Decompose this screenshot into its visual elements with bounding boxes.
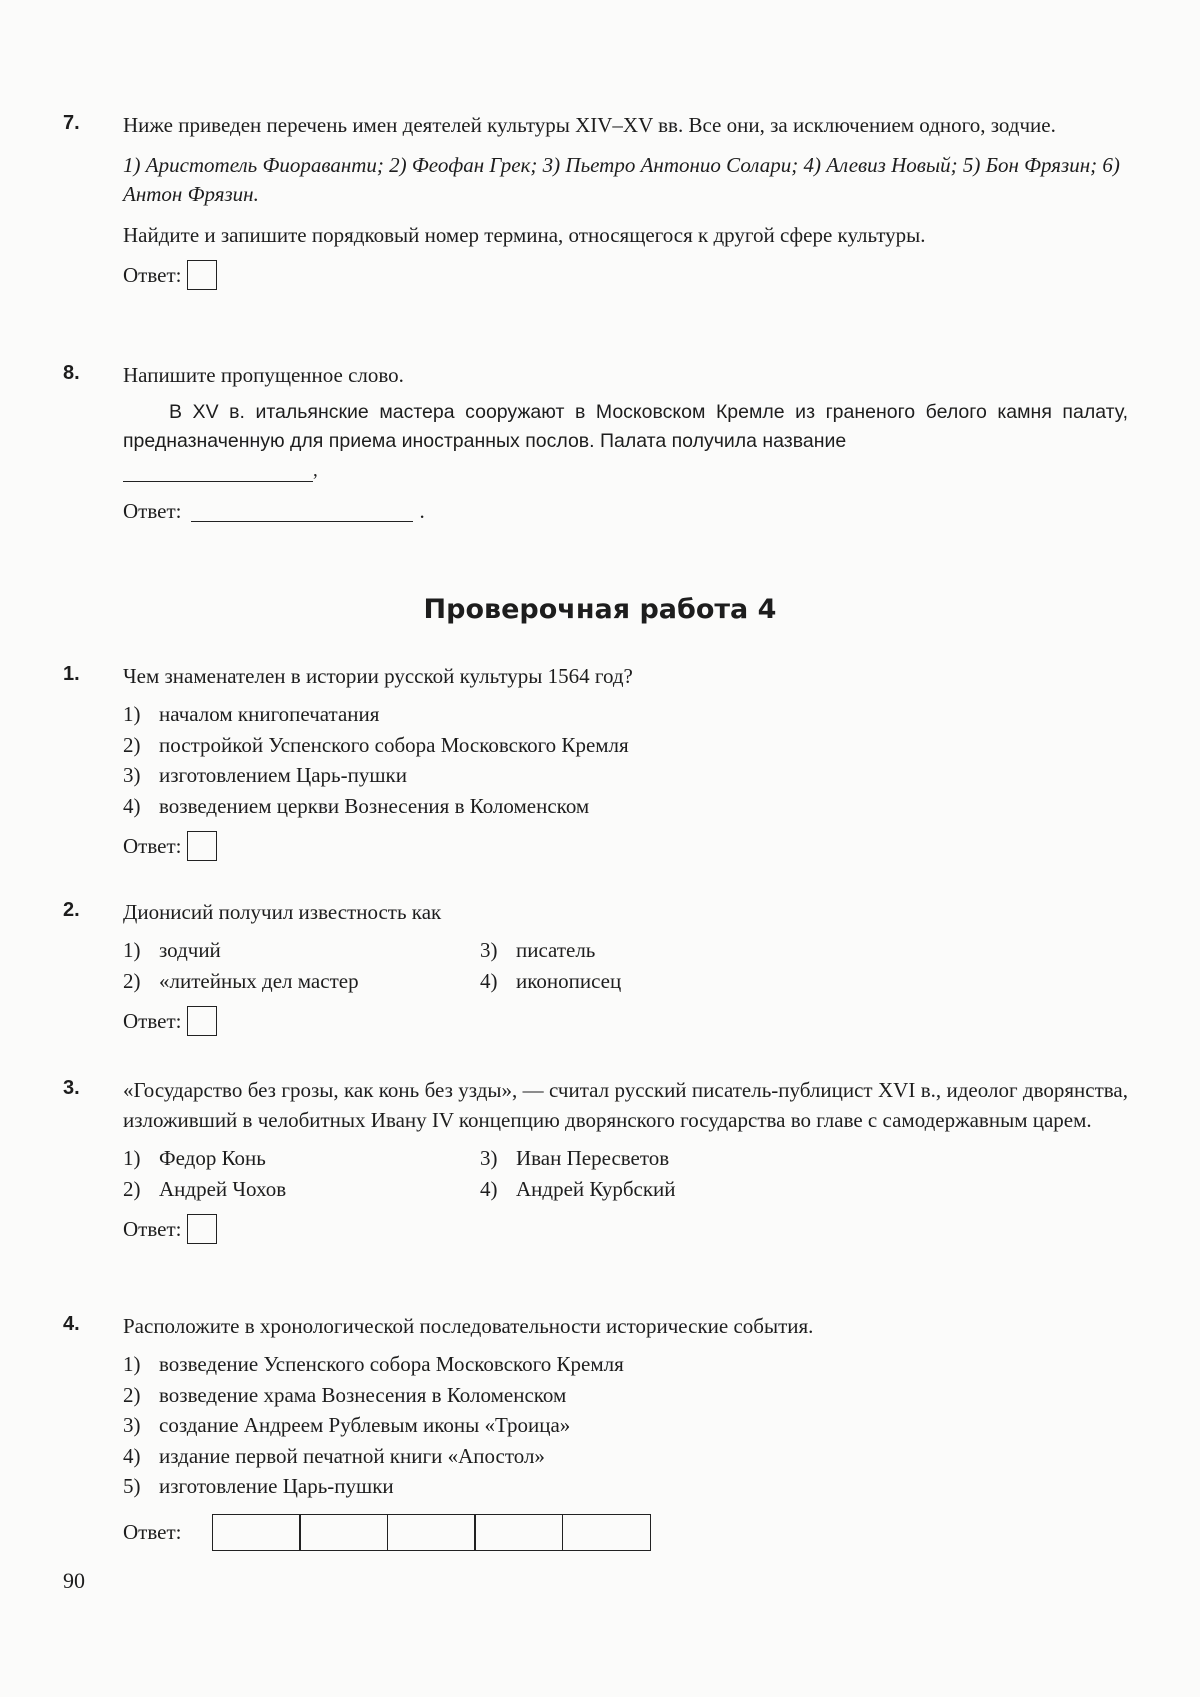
option: 3) изготовлением Царь-пушки <box>123 763 407 787</box>
option: 2) Андрей Чохов <box>123 1176 287 1201</box>
option: 2) постройкой Успенского собора Московского Кремля <box>123 732 629 757</box>
answer-row: Ответ: . <box>123 496 1128 526</box>
option: 2) возведение храма Вознесения в Коломенском <box>123 1382 567 1407</box>
option: 3) Иван Пересветов <box>480 1146 670 1170</box>
answer-line[interactable] <box>191 501 413 522</box>
option: 3) создание Андреем Рублевым иконы «Троица» <box>123 1413 571 1437</box>
answer-box[interactable] <box>187 831 217 861</box>
options-list <box>123 935 1128 996</box>
option: 5) изготовление Царь-пушки <box>123 1474 394 1498</box>
task-number: 1. <box>63 663 80 685</box>
task-question: Дионисий получил известность как <box>123 900 442 924</box>
option: 1) началом книгопечатания <box>123 702 380 726</box>
answer-row <box>123 831 1128 861</box>
answer-label: Ответ: <box>123 834 182 858</box>
task-number: 8. <box>63 362 80 384</box>
answer-cells <box>213 1514 650 1551</box>
option: 1) возведение Успенского собора Московского Кремля <box>123 1352 624 1376</box>
answer-box[interactable] <box>187 1006 217 1036</box>
option: 1) зодчий <box>123 938 221 962</box>
option: 4) иконописец <box>480 968 622 993</box>
answer-label: Ответ: <box>123 1520 182 1544</box>
names-list: 1) Аристотель Фиораванти; 2) Феофан Грек; 3) Пьетро Антонио Солари; 4) Алевиз Новый; 5) Бон Фрязин; 6) Антон Фрязин. <box>123 153 1120 206</box>
answer-row <box>123 1006 1128 1036</box>
task-question: Ниже приведен перечень имен деятелей культуры XIV–XV вв. Все они, за исключением одного, зодчие. <box>123 113 1056 137</box>
task-question: Расположите в хронологической последовательности исторические события. <box>123 1314 814 1338</box>
answer-cell[interactable] <box>212 1514 301 1551</box>
answer-cell[interactable] <box>299 1514 388 1551</box>
task-question: Чем знаменателен в истории русской культуры 1564 год? <box>123 664 633 688</box>
section-title: Проверочная работа 4 <box>423 594 777 625</box>
task-number: 3. <box>63 1077 80 1099</box>
answer-label: Ответ: <box>123 499 182 523</box>
option: 4) Андрей Курбский <box>480 1176 676 1201</box>
task-question: «Государство без грозы, как конь без узды», — считал русский писатель-публицист XVI в., идеолог дворянства, изложивший в челобитных Ивану IV концепцию дворянского государства во главе с самодержавным царем. <box>123 1078 1128 1132</box>
task-text: В XV в. итальянские мастера сооружают в Московском Кремле из граненого белого камня палату, предназначенную для приема иностранных послов. Палата получила название <box>123 401 1128 452</box>
answer-cell[interactable] <box>562 1514 651 1551</box>
answer-box[interactable] <box>187 1214 217 1244</box>
task-number: 2. <box>63 899 80 921</box>
page-number: 90 <box>63 1568 85 1593</box>
options-list <box>123 1143 1128 1204</box>
answer-row <box>123 1514 1128 1551</box>
answer-row <box>123 1214 1128 1244</box>
answer-row <box>123 260 1128 290</box>
fill-blank-line[interactable]: , <box>123 460 1128 482</box>
option: 4) издание первой печатной книги «Апостол» <box>123 1443 545 1468</box>
task-instruction: Найдите и запишите порядковый номер термина, относящегося к другой сфере культуры. <box>123 223 926 247</box>
answer-cell[interactable] <box>387 1514 476 1551</box>
options-list <box>123 1349 1128 1502</box>
options-list <box>123 699 1128 821</box>
answer-box[interactable] <box>187 260 217 290</box>
answer-label: Ответ: <box>123 263 182 287</box>
answer-cell[interactable] <box>474 1514 563 1551</box>
answer-label: Ответ: <box>123 1217 182 1241</box>
option: 4) возведением церкви Вознесения в Коломенском <box>123 793 590 818</box>
option: 3) писатель <box>480 938 596 962</box>
task-number: 4. <box>63 1313 80 1335</box>
option: 1) Федор Конь <box>123 1146 266 1170</box>
task-question: Напишите пропущенное слово. <box>123 363 404 387</box>
task-number: 7. <box>63 112 80 134</box>
option: 2) «литейных дел мастер <box>123 968 359 993</box>
answer-label: Ответ: <box>123 1009 182 1033</box>
